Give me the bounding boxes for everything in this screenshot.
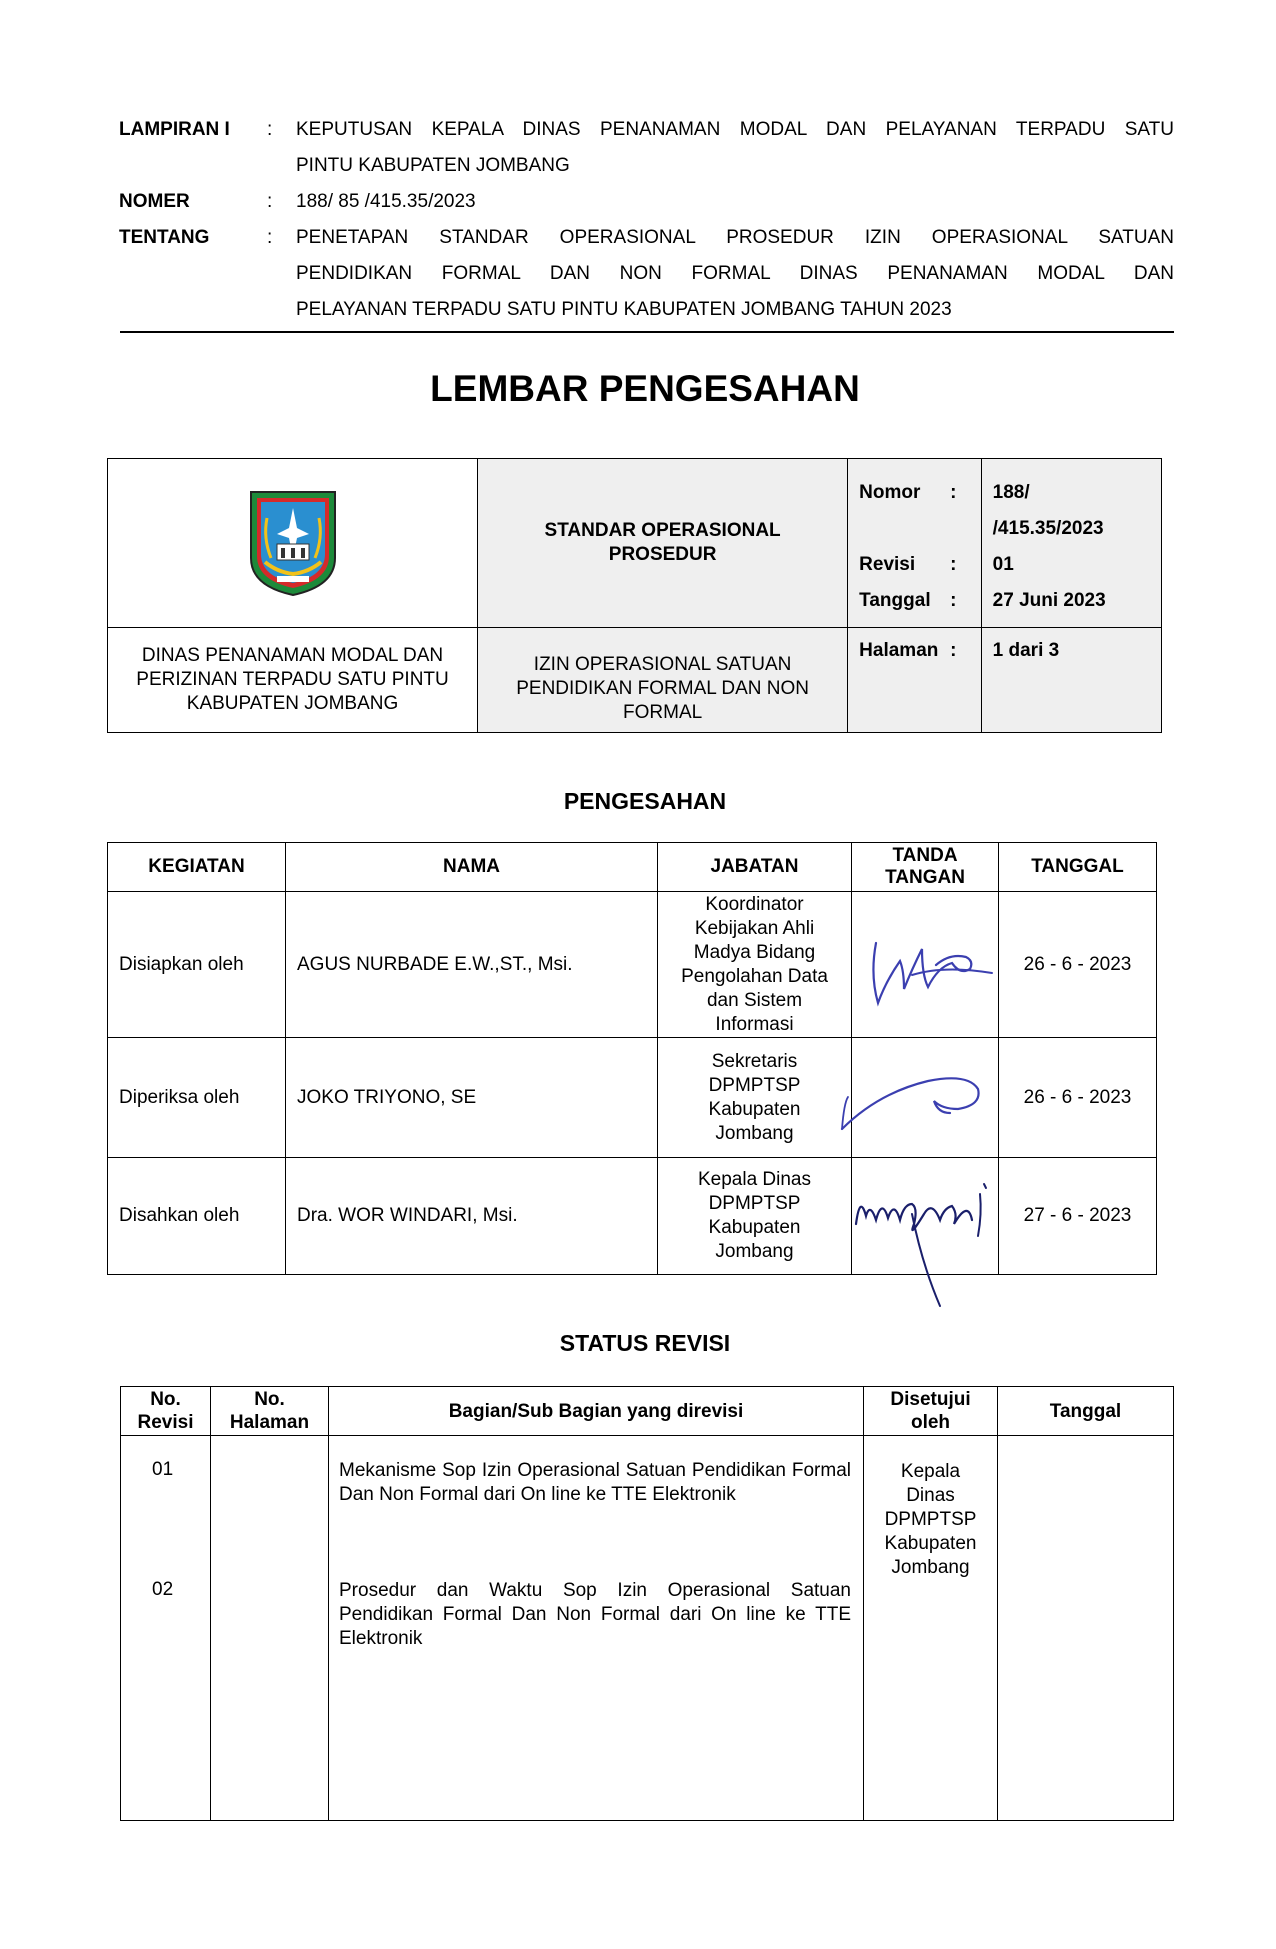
nomor-value-2: /415.35/2023 [992,518,1104,539]
header-nomer-value: 188/ 85 /415.35/2023 [296,191,476,212]
nomor-value: 188/ [992,482,1030,503]
dinas-name: DINAS PENANAMAN MODAL DAN [141,645,444,666]
sop-meta-value-cell [981,459,1161,628]
header-disetujui [864,1387,998,1436]
header-tentang-text-3: PELAYANAN TERPADU SATU PINTU KABUPATEN JOMBANG TAHUN 2023 [296,299,952,320]
table-row [108,1158,1157,1275]
sop-title-cell [478,459,848,628]
header-kegiatan: KEGIATAN [108,843,286,892]
header-tentang-text: PENETAPAN STANDAR OPERASIONAL PROSEDUR IZIN OPERASIONAL SATUAN [296,227,1174,248]
kegiatan-cell: Disiapkan oleh [108,892,286,1038]
jabatan-line: Koordinator [705,893,804,915]
jabatan-line: dan Sistem [706,989,803,1011]
header-bagian: Bagian/Sub Bagian yang direvisi [329,1387,864,1436]
jabatan-line: Informasi [715,1013,794,1035]
pengesahan-title: PENGESAHAN [563,788,727,814]
sop-meta-label-cell [848,459,981,628]
halaman-label-cell [848,628,981,733]
header-tanda-tangan [852,843,999,892]
colon: : [950,482,957,503]
tanggal-label: Tanggal [859,590,931,611]
jabatan-line: DPMPTSP [708,1193,801,1214]
no-halaman-cell [211,1436,329,1821]
halaman-value: 1 dari 3 [992,640,1060,661]
header-tangan: TANGAN [885,867,965,888]
sop-title-2: PROSEDUR [608,544,717,565]
disetujui-line: Dinas [906,1485,955,1506]
izin-title-3: FORMAL [623,702,703,723]
header-nomer-label: NOMER [119,191,190,212]
revisi-number: 02 [152,1579,174,1600]
header-no-revisi-line1: No. [150,1389,181,1410]
jombang-logo-icon [247,488,339,598]
tanggal-value: 27 Juni 2023 [992,590,1106,611]
revisi-text: Mekanisme Sop Izin Operasional Satuan Pendidikan Formal Dan Non Formal dari On line ke TTE Elektronik [339,1460,851,1505]
header-tanda: TANDA [892,845,958,866]
halaman-label: Halaman [859,640,939,661]
sop-info-table [107,458,1162,733]
jabatan-line: Jombang [715,1241,794,1262]
tanggal-cell [998,1436,1174,1821]
revisi-text: Prosedur dan Waktu Sop Izin Operasional Satuan Pendidikan Formal Dan Non Formal dari On line ke TTE Elektronik [339,1580,851,1649]
logo-cell [108,459,478,628]
signature-joko-icon [838,1043,998,1153]
jabatan-line: Madya Bidang [693,941,816,963]
kegiatan-cell: Disahkan oleh [108,1158,286,1275]
no-revisi-cell [121,1436,211,1821]
revisi-label: Revisi [859,554,916,575]
disetujui-line: DPMPTSP [884,1509,977,1530]
nama-cell: AGUS NURBADE E.W.,ST., Msi. [286,892,658,1038]
jabatan-cell [658,1158,852,1275]
header-tanggal: TANGGAL [999,843,1157,892]
header-tanggal: Tanggal [998,1387,1174,1436]
header-no-revisi-line2: Revisi [137,1412,194,1433]
header-disetujui-line2: oleh [910,1412,951,1433]
header-divider [120,331,1174,333]
header-lampiran-text-2: PINTU KABUPATEN JOMBANG [296,155,570,176]
header-no-halaman-line1: No. [254,1389,285,1410]
disetujui-cell [864,1436,998,1821]
dinas-cell [108,628,478,733]
jabatan-line: Jombang [715,1122,794,1144]
jabatan-cell [658,1038,852,1158]
signature-agus-icon [852,905,997,1025]
tanggal-cell: 27 - 6 - 2023 [999,1158,1157,1275]
nama-cell: Dra. WOR WINDARI, Msi. [286,1158,658,1275]
izin-title: IZIN OPERASIONAL SATUAN [533,654,792,675]
signature-cell [852,1038,999,1158]
header-nama: NAMA [286,843,658,892]
jabatan-line: Kepala Dinas [697,1169,812,1190]
header-jabatan: JABATAN [658,843,852,892]
jabatan-cell [658,892,852,1038]
revisi-number: 01 [152,1459,174,1480]
kegiatan-cell: Diperiksa oleh [108,1038,286,1158]
disetujui-line: Jombang [891,1557,970,1578]
header-colon: : [267,191,273,212]
header-colon: : [267,119,273,140]
jabatan-line: Kabupaten [708,1098,801,1120]
table-row [108,1038,1157,1158]
header-no-revisi [121,1387,211,1436]
header-lampiran-label: LAMPIRAN I [119,119,230,140]
signature-cell [852,1158,999,1275]
izin-cell [478,628,848,733]
dinas-name-3: KABUPATEN JOMBANG [186,693,399,714]
jabatan-line: Sekretaris [711,1050,798,1072]
jabatan-line: Kabupaten [708,1217,801,1238]
sop-title: STANDAR OPERASIONAL [544,520,781,541]
halaman-value-cell [981,628,1161,733]
signature-wor-icon [852,1154,1002,1314]
signature-cell [852,892,999,1038]
pengesahan-table [107,842,1157,1275]
disetujui-line: Kabupaten [884,1533,977,1554]
dinas-name-2: PERIZINAN TERPADU SATU PINTU [136,669,449,690]
header-disetujui-line1: Disetujui [890,1389,971,1410]
tanggal-cell: 26 - 6 - 2023 [999,1038,1157,1158]
colon: : [950,640,957,661]
header-no-halaman [211,1387,329,1436]
nama-cell: JOKO TRIYONO, SE [286,1038,658,1158]
colon: : [950,554,957,575]
status-revisi-title: STATUS REVISI [559,1330,731,1356]
nomor-label: Nomor [859,482,921,503]
disetujui-line: Kepala [900,1461,961,1482]
izin-title-2: PENDIDIKAN FORMAL DAN NON [516,678,809,699]
colon: : [950,590,957,611]
jabatan-line: Kebijakan Ahli [694,917,815,939]
main-title: LEMBAR PENGESAHAN [430,368,860,409]
header-lampiran-text: KEPUTUSAN KEPALA DINAS PENANAMAN MODAL DAN PELAYANAN TERPADU SATU [296,119,1174,140]
header-tentang-label: TENTANG [119,227,210,248]
tanggal-cell: 26 - 6 - 2023 [999,892,1157,1038]
table-row [108,892,1157,1038]
jabatan-line: Pengolahan Data [681,965,828,987]
header-no-halaman-line2: Halaman [229,1412,310,1433]
jabatan-line: DPMPTSP [708,1074,801,1096]
header-tentang-text-2: PENDIDIKAN FORMAL DAN NON FORMAL DINAS PENANAMAN MODAL DAN [296,263,1174,284]
header-colon: : [267,227,273,248]
revisi-value: 01 [992,554,1014,575]
